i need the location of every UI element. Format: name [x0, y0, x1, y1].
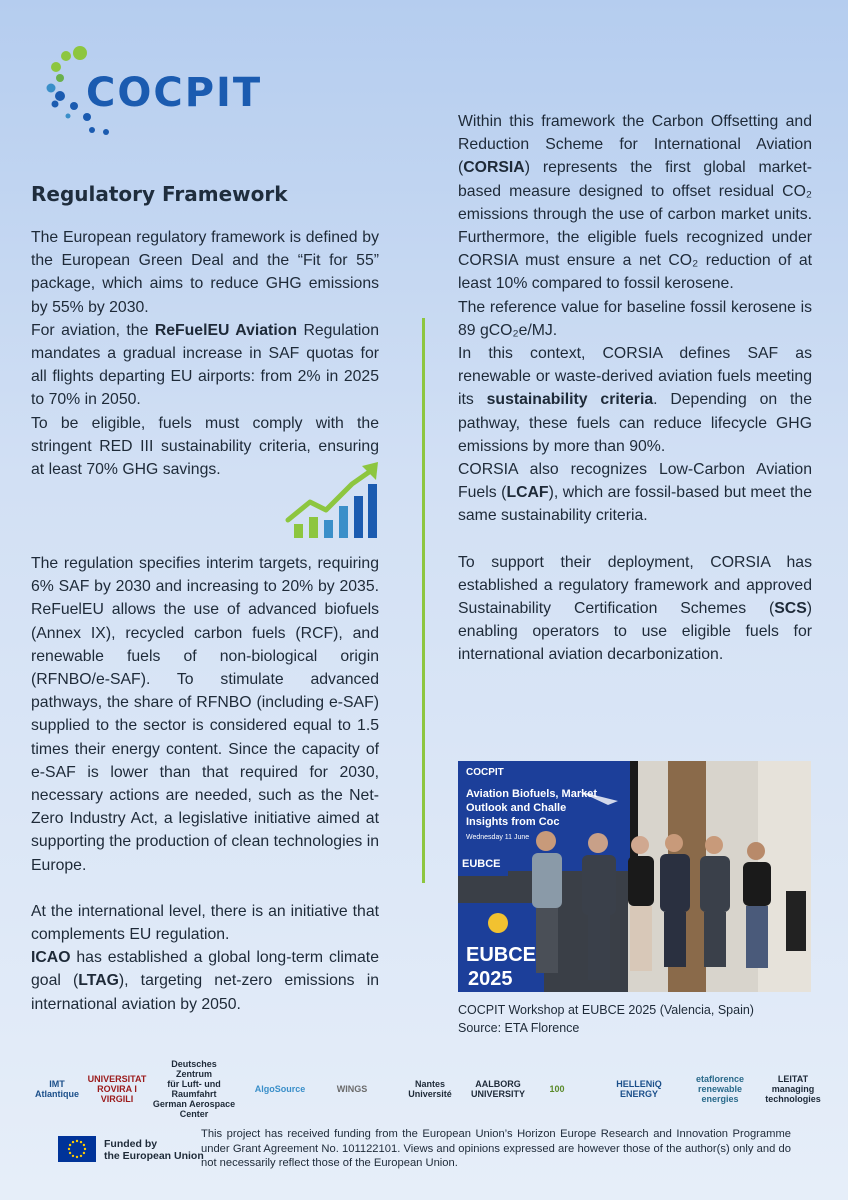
- partner-name-line: managing technologies: [765, 1084, 821, 1104]
- text-segment: For aviation, the: [31, 321, 155, 339]
- eu-funding-label: [104, 1138, 204, 1162]
- partner-name: [152, 1059, 236, 1119]
- partner-name: [337, 1084, 368, 1094]
- partner-name-line: für Luft- und Raumfahrt: [167, 1079, 221, 1099]
- eu-star: [69, 1152, 71, 1154]
- eu-funding-line-1: Funded by: [104, 1138, 158, 1150]
- text-segment: In this context, CORSIA defines SAF as renewable or waste-derived aviation fuels meeting its: [458, 345, 812, 409]
- text-segment: ) enabling operators to use eligible fuels for international aviation decarbonization.: [458, 600, 812, 664]
- paragraph: [458, 342, 812, 458]
- partner-name-line: energies: [701, 1094, 739, 1104]
- left-column-bottom: [31, 552, 379, 1016]
- partner-name-line: UNIVERSITAT ROVIRA I VIRGILI: [87, 1074, 147, 1104]
- eu-funding-line-2: the European Union: [104, 1150, 204, 1162]
- partner-name-line: WINGS: [336, 1084, 368, 1094]
- partner-logo: [244, 1066, 316, 1112]
- eu-star: [68, 1148, 70, 1150]
- paragraph-gap: [458, 528, 812, 551]
- partner-name-line: AALBORG: [475, 1079, 521, 1089]
- podium-line-2: 2025: [468, 968, 513, 990]
- paragraph: The European regulatory framework is defined by the European Green Deal and the “Fit for 55” package, which aims to reduce GHG emissions by 55% by 2030.: [31, 229, 379, 316]
- eu-star: [84, 1148, 86, 1150]
- partner-name-line: German Aerospace Center: [152, 1099, 236, 1119]
- screen-logo: COCPIT: [466, 767, 504, 778]
- bold-term: SCS: [774, 600, 807, 618]
- funding-disclaimer: This project has received funding from the European Union’s Horizon Europe Research and Innovation Programme under Grant Agreement No. 101122101. Views and opinions expressed are however those of the author(s) only and do not necessarily reflect those of the European Union.: [201, 1128, 791, 1169]
- bold-term: LCAF: [506, 484, 549, 502]
- bold-term: sustainability criteria: [486, 391, 654, 409]
- partner-name-line: AlgoSource: [254, 1084, 306, 1094]
- paragraph-gap: [31, 877, 379, 900]
- bold-term: ICAO: [31, 949, 71, 967]
- bold-term: LTAG: [78, 972, 119, 990]
- partner-name: [696, 1074, 744, 1104]
- text-segment: ), targeting net-zero emissions in international aviation by 2050.: [31, 972, 379, 1013]
- text-segment: ), which are fossil-based but meet the same sustainability criteria.: [458, 484, 813, 525]
- partner-logo: [324, 1066, 380, 1112]
- podium-line-1: EUBCE: [466, 944, 537, 966]
- partner-name: [764, 1074, 822, 1104]
- partner-logos: [32, 1059, 822, 1119]
- paragraph: At the international level, there is an initiative that complements EU regulation.: [31, 902, 379, 944]
- screen-title-3: Insights from Coc: [466, 816, 560, 828]
- partner-name: [408, 1079, 452, 1099]
- partner-logo: [152, 1059, 236, 1119]
- eu-star: [76, 1140, 78, 1142]
- partner-name-line: HELLENiQ: [616, 1079, 662, 1089]
- text-segment: has established a global long-term climate goal (: [31, 949, 379, 990]
- partner-logo: [32, 1066, 82, 1112]
- banner-text: EUBCE: [462, 858, 501, 870]
- bold-term: ReFuelEU Aviation: [154, 321, 298, 339]
- page-heading: Regulatory Framework: [31, 182, 288, 206]
- eu-star: [80, 1155, 82, 1157]
- partner-name-line: renewable: [697, 1084, 743, 1094]
- text-segment: To support their deployment, CORSIA has established a regulatory framework and approved Sustainability Certification Schemes (: [458, 553, 812, 618]
- growth-chart-icon: [284, 462, 382, 542]
- paragraph: The reference value for baseline fossil kerosene is 89 gCO₂e/MJ.: [458, 298, 812, 339]
- partner-name-line: Université: [408, 1089, 452, 1099]
- eu-star: [83, 1144, 85, 1146]
- paragraph: [458, 110, 812, 296]
- partner-name-line: 100: [549, 1084, 565, 1094]
- brand-name: COCPIT: [86, 70, 263, 116]
- partner-name-line: LEITAT: [777, 1074, 809, 1084]
- caption-line-1: COCPIT Workshop at EUBCE 2025 (Valencia, Spain): [458, 1003, 754, 1017]
- partner-name-line: ENERGY: [619, 1089, 658, 1099]
- paragraph: [458, 458, 812, 528]
- partner-name: [549, 1084, 564, 1094]
- eu-star: [83, 1152, 85, 1154]
- partner-name: [255, 1084, 306, 1094]
- paragraph: [31, 946, 379, 1016]
- eu-star: [76, 1156, 78, 1158]
- paragraph: To be eligible, fuels must comply with the stringent RED III sustainability criteria, ensuring at least 70% GHG savings.: [31, 414, 379, 479]
- partner-name: [32, 1079, 82, 1099]
- partner-name-line: IMT Atlantique: [35, 1079, 79, 1099]
- partner-logo: [398, 1066, 462, 1112]
- eu-star: [80, 1141, 82, 1143]
- workshop-photo: [458, 761, 811, 992]
- partner-name-line: Nantes: [414, 1079, 445, 1089]
- screen-date: Wednesday 11 June: [466, 834, 530, 841]
- partner-logo: [526, 1066, 588, 1112]
- partner-name: [88, 1074, 147, 1104]
- screen-title-1: Aviation Biofuels, Market: [466, 788, 598, 800]
- bold-term: CORSIA: [463, 159, 525, 177]
- partner-logo: [471, 1066, 526, 1112]
- column-divider: [422, 318, 425, 883]
- partner-logo: [604, 1066, 674, 1112]
- screen-title-2: Outlook and Challe: [466, 802, 567, 814]
- eu-flag-icon: [58, 1136, 96, 1162]
- partner-name: [471, 1079, 525, 1099]
- partner-name-line: Deutsches Zentrum: [171, 1059, 217, 1079]
- right-column: [458, 110, 812, 667]
- partner-logo: [87, 1066, 147, 1112]
- text-segment: . Depending on the pathway, these fuels can reduce lifecycle GHG emissions by more than 90%.: [458, 391, 812, 455]
- paragraph: [31, 319, 379, 412]
- paragraph: The regulation specifies interim targets, requiring 6% SAF by 2030 and increasing to 20% by 2035. ReFuelEU allows the use of advanced biofuels (Annex IX), recycled carbon fuels (RCF), and renewable fuels of non-biological origin (RFNBO/e-SAF). To stimulate advanced pathways, the share of RFNBO (including e-SAF) supplied to the sector is considered equal to 1.5 times their energy content. Since the capacity of e-SAF is lower than that required for 2030, necessary actions are needed, such as the Net-Zero Industry Act, a legislative initiative aimed at supporting the production of clean technologies in Europe.: [31, 555, 379, 874]
- eu-star: [72, 1155, 74, 1157]
- eu-star: [72, 1141, 74, 1143]
- partner-logo: [692, 1066, 748, 1112]
- text-segment: Within this framework the Carbon Offsetting and Reduction Scheme for International Aviation (: [458, 113, 812, 177]
- left-column-top: [31, 226, 379, 481]
- paragraph: [458, 551, 812, 667]
- partner-name-line: UNIVERSITY: [471, 1089, 526, 1099]
- partner-logo: [764, 1066, 822, 1112]
- text-segment: ) represents the first global market-based measure designed to offset residual CO₂ emissions through the use of carbon market units. Furthermore, the eligible fuels recognized under CORSIA must ensure a net CO₂ reduction of at least 10% compared to fossil kerosene.: [458, 159, 812, 293]
- partner-name-line: etaflorence: [695, 1074, 745, 1084]
- text-segment: CORSIA also recognizes Low-Carbon Aviation Fuels (: [458, 461, 812, 502]
- partner-name: [616, 1079, 662, 1099]
- caption-line-2: Source: ETA Florence: [458, 1021, 580, 1035]
- text-segment: Regulation mandates a gradual increase in SAF quotas for all flights departing EU airports: from 2% in 2025 to 70% in 2050.: [31, 321, 379, 409]
- photo-caption: [458, 1001, 754, 1037]
- eu-star: [69, 1144, 71, 1146]
